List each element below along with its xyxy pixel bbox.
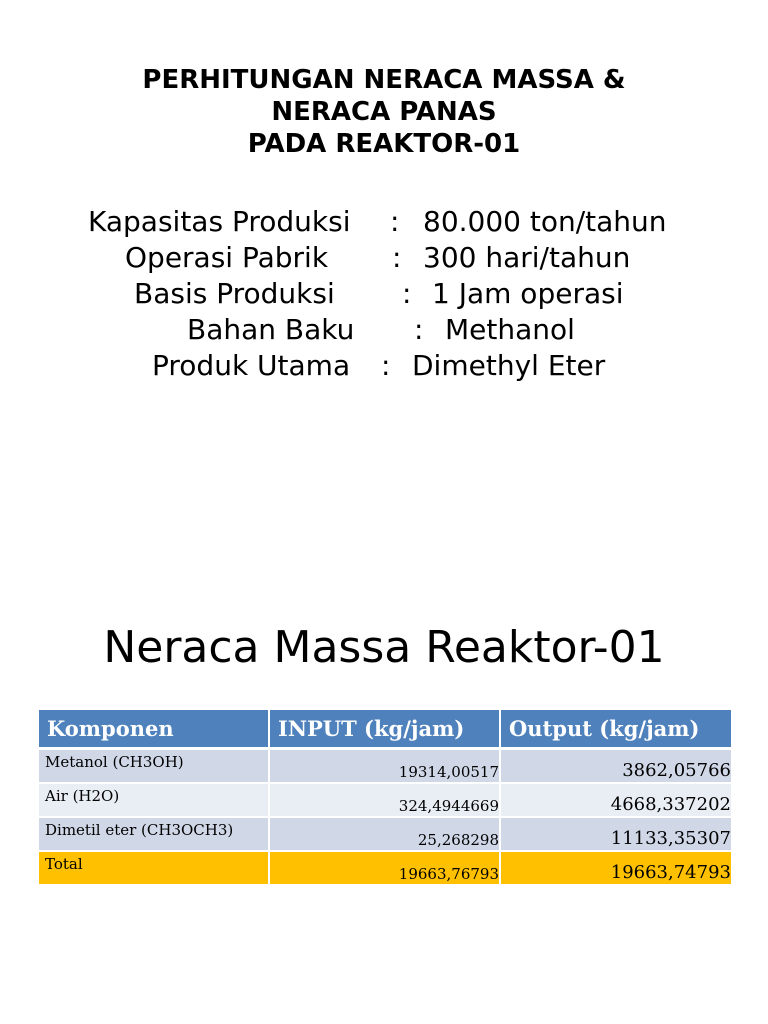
cell-output: 11133,35307: [500, 817, 731, 851]
table-total-row: [39, 851, 731, 885]
title-line-1: PERHITUNGAN NERACA MASSA &: [142, 65, 626, 95]
slide1-title: [0, 64, 768, 160]
info-value: 1 Jam operasi: [432, 277, 624, 310]
info-value: Dimethyl Eter: [412, 349, 606, 382]
header-komponen: Komponen: [39, 710, 269, 749]
info-row-basis: [0, 276, 768, 312]
cell-total-input: 19663,76793: [269, 851, 500, 885]
info-value: Methanol: [445, 313, 575, 346]
cell-total-output: 19663,74793: [500, 851, 731, 885]
cell-komponen: Air (H2O): [39, 783, 269, 817]
cell-komponen: Metanol (CH3OH): [39, 749, 269, 784]
info-label: Operasi Pabrik: [125, 241, 329, 274]
info-row-bahan: [0, 312, 768, 348]
info-value: 80.000 ton/tahun: [423, 205, 667, 238]
slide2-title: Neraca Massa Reaktor-01: [103, 622, 665, 673]
info-label: Bahan Baku: [187, 313, 355, 346]
table-row: [39, 783, 731, 817]
table-header-row: [39, 710, 731, 749]
info-separator: :: [390, 205, 400, 238]
cell-output: 3862,05766: [500, 749, 731, 784]
cell-komponen: Dimetil eter (CH3OCH3): [39, 817, 269, 851]
info-separator: :: [402, 277, 412, 310]
cell-input: 324,4944669: [269, 783, 500, 817]
info-block: [0, 204, 768, 384]
header-input: INPUT (kg/jam): [269, 710, 500, 749]
mass-balance-table: [39, 710, 731, 886]
info-label: Kapasitas Produksi: [88, 205, 351, 238]
table-row: [39, 749, 731, 784]
cell-total-label: Total: [39, 851, 269, 885]
cell-input: 19314,00517: [269, 749, 500, 784]
info-separator: :: [392, 241, 402, 274]
info-label: Produk Utama: [152, 349, 351, 382]
title-line-2: NERACA PANAS: [271, 97, 497, 127]
info-label: Basis Produksi: [134, 277, 335, 310]
info-row-operasi: [0, 240, 768, 276]
info-separator: :: [381, 349, 391, 382]
cell-input: 25,268298: [269, 817, 500, 851]
info-value: 300 hari/tahun: [423, 241, 631, 274]
info-row-produk: [0, 348, 768, 384]
title-line-3: PADA REAKTOR-01: [247, 129, 521, 159]
cell-output: 4668,337202: [500, 783, 731, 817]
info-row-kapasitas: [0, 204, 768, 240]
table-row: [39, 817, 731, 851]
header-output: Output (kg/jam): [500, 710, 731, 749]
info-separator: :: [414, 313, 424, 346]
